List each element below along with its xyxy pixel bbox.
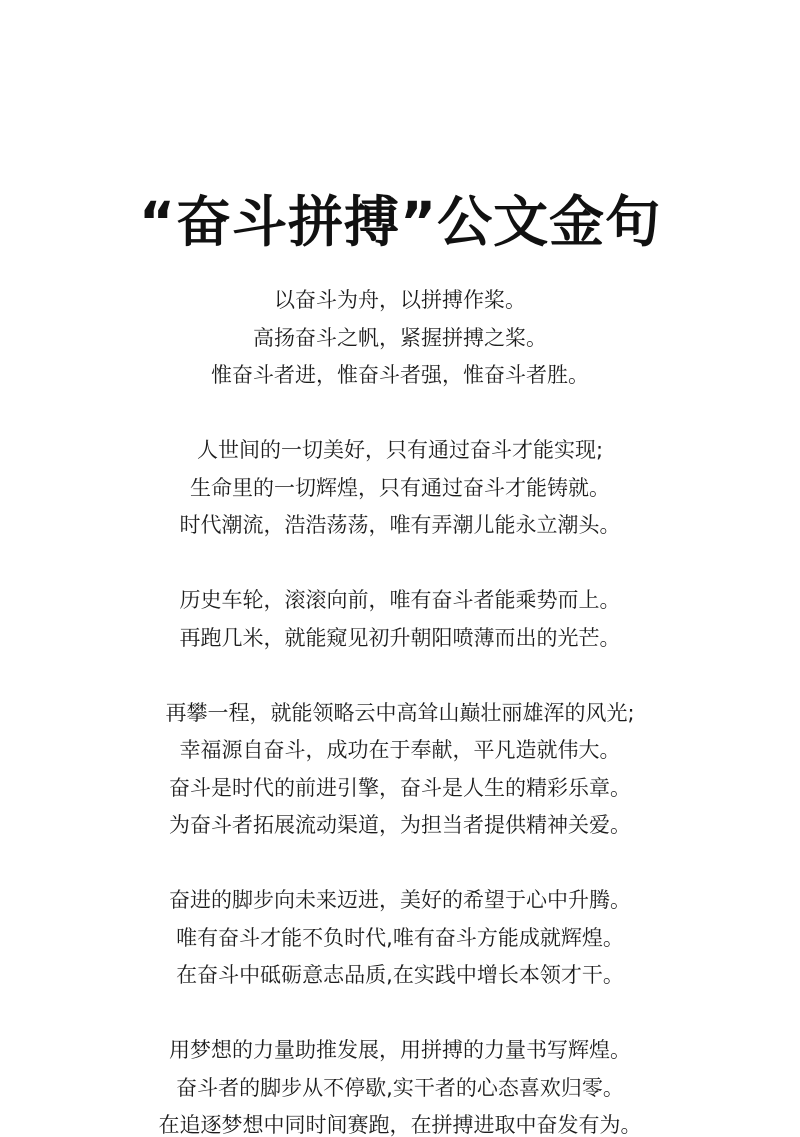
paragraph-3 — [0, 582, 800, 657]
text-line: 惟奋斗者进，惟奋斗者强，惟奋斗者胜。 — [211, 363, 589, 387]
text-line: 再跑几米，就能窥见初升朝阳喷薄而出的光芒。 — [179, 625, 621, 650]
text-line: 为奋斗者拓展流动渠道，为担当者提供精神关爱。 — [169, 813, 631, 837]
text-line: 奋斗者的脚步从不停歇,实干者的心态喜欢归零。 — [176, 1075, 624, 1100]
text-line: 在追逐梦想中同时间赛跑，在拼搏进取中奋发有为。 — [158, 1113, 642, 1137]
paragraph-1 — [0, 282, 800, 395]
text-line: 奋斗是时代的前进引擎，奋斗是人生的精彩乐章。 — [169, 775, 631, 800]
text-line: 再攀一程，就能领略云中高耸山巅壮丽雄浑的风光; — [165, 700, 635, 725]
text-line: 高扬奋斗之帆，紧握拼搏之桨。 — [253, 325, 547, 350]
text-line: 用梦想的力量助推发展，用拼搏的力量书写辉煌。 — [169, 1038, 631, 1062]
text-line: 唯有奋斗才能不负时代,唯有奋斗方能成就辉煌。 — [176, 925, 624, 950]
paragraph-6 — [0, 1032, 800, 1137]
paragraph-2 — [0, 432, 800, 545]
text-line: 人世间的一切美好，只有通过奋斗才能实现; — [196, 438, 604, 462]
text-line: 幸福源自奋斗，成功在于奉献，平凡造就伟大。 — [179, 738, 621, 762]
paragraph-4 — [0, 695, 800, 845]
text-line: 历史车轮，滚滚向前，唯有奋斗者能乘势而上。 — [179, 588, 621, 612]
text-line: 在奋斗中砥砺意志品质,在实践中增长本领才干。 — [176, 963, 624, 987]
text-line: 生命里的一切辉煌，只有通过奋斗才能铸就。 — [190, 475, 610, 500]
text-line: 奋进的脚步向未来迈进，美好的希望于心中升腾。 — [169, 888, 631, 912]
text-line: 以奋斗为舟，以拼搏作桨。 — [274, 288, 526, 312]
page-title: “奋斗拼搏”公文金句 — [138, 190, 662, 254]
text-line: 时代潮流，浩浩荡荡，唯有弄潮儿能永立潮头。 — [179, 513, 621, 537]
paragraph-5 — [0, 882, 800, 995]
document-body — [0, 282, 800, 1137]
